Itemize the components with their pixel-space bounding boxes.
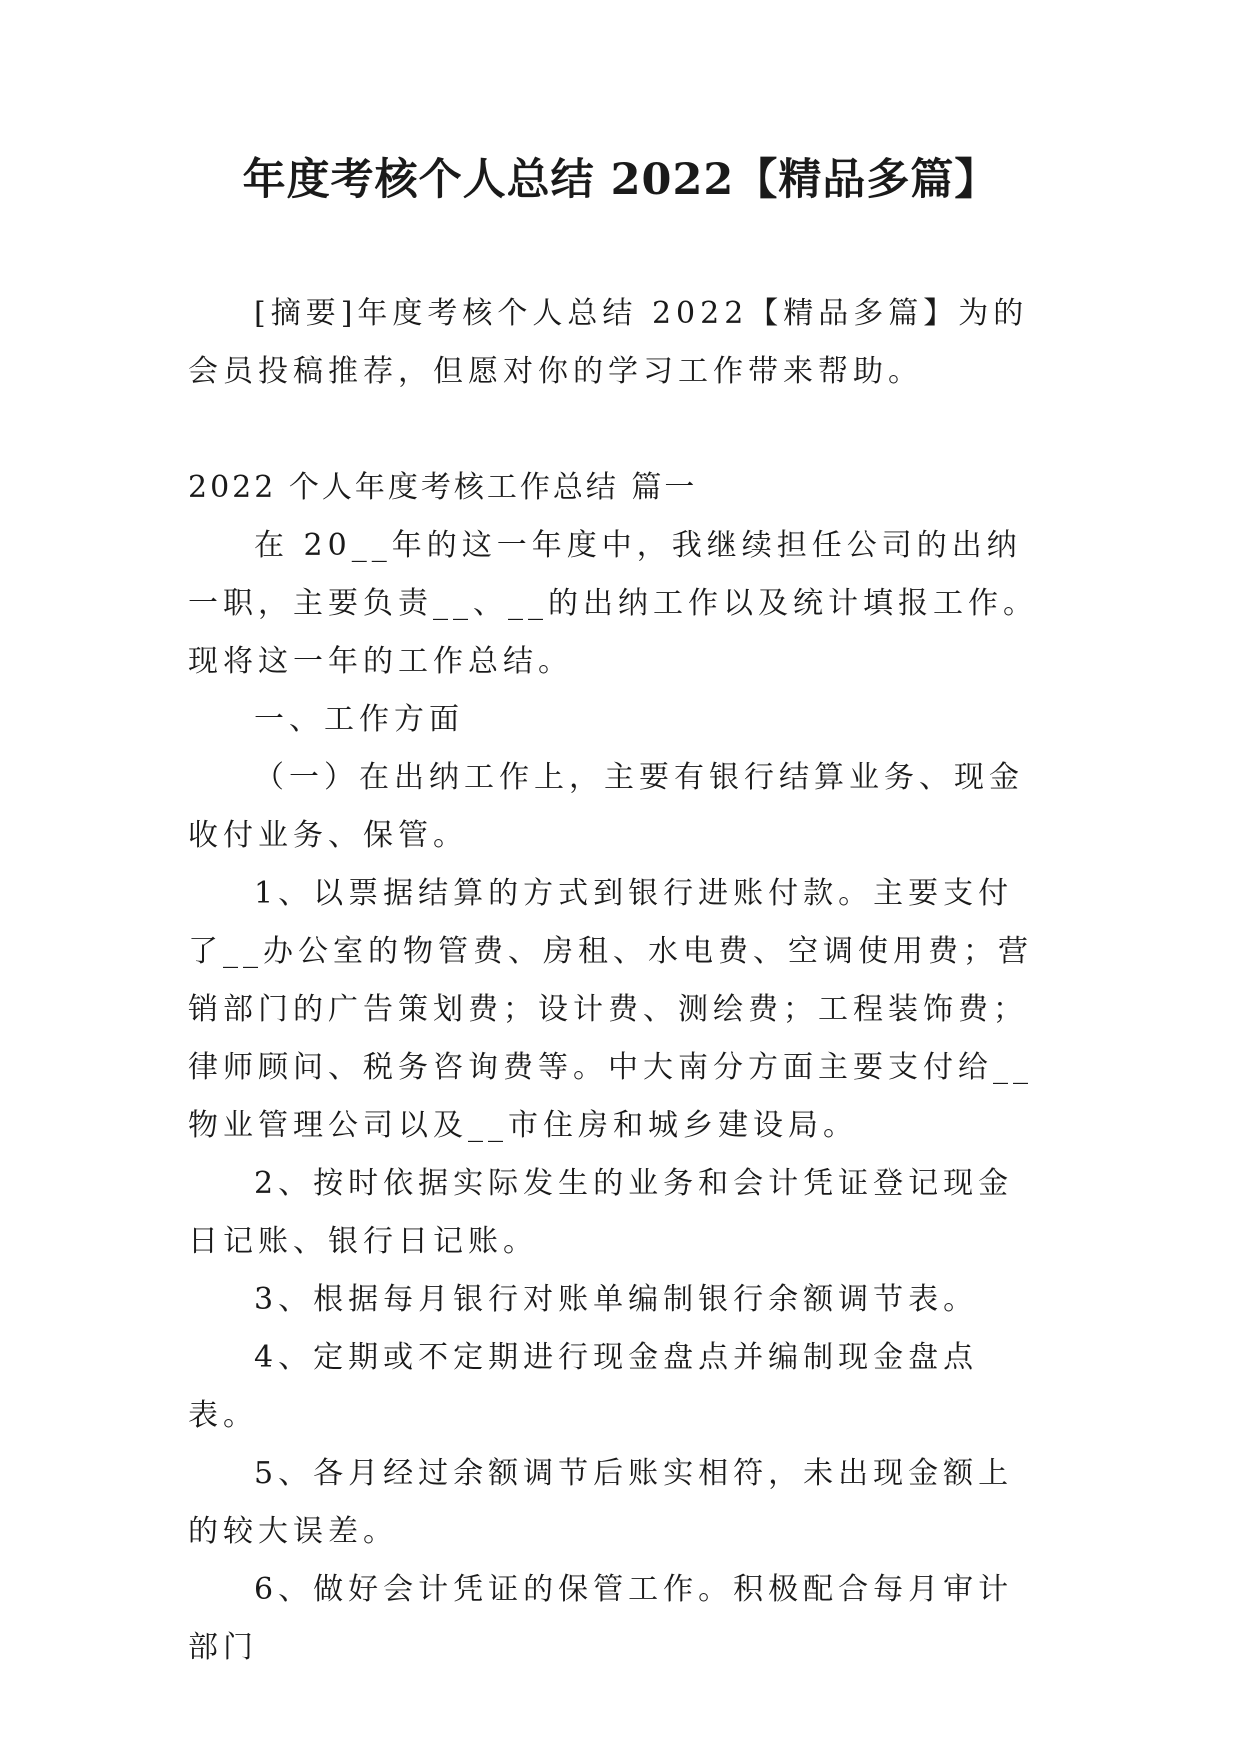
abstract-paragraph: [摘要]年度考核个人总结 2022【精品多篇】为的会员投稿推荐，但愿对你的学习工作带来帮助。 bbox=[188, 296, 1029, 389]
body-paragraph: （一）在出纳工作上，主要有银行结算业务、现金收付业务、保管。 bbox=[188, 760, 1024, 853]
body-paragraph: 在 20__年的这一年度中，我继续担任公司的出纳一职，主要负责__、__的出纳工作以及统计填报工作。现将这一年的工作总结。 bbox=[188, 528, 1038, 679]
body-paragraph: 2、按时依据实际发生的业务和会计凭证登记现金日记账、银行日记账。 bbox=[188, 1166, 1014, 1259]
document-title: 年度考核个人总结 2022【精品多篇】 bbox=[242, 155, 999, 205]
body-paragraph: 一、工作方面 bbox=[254, 702, 464, 737]
body-paragraph: 3、根据每月银行对账单编制银行余额调节表。 bbox=[254, 1282, 979, 1317]
body-paragraph: 1、以票据结算的方式到银行进账付款。主要支付了__办公室的物管费、房租、水电费、空调使用费；营销部门的广告策划费；设计费、测绘费；工程装饰费；律师顾问、税务咨询费等。中大南分方面主要支付给__物业管理公司以及__市住房和城乡建设局。 bbox=[188, 876, 1033, 1143]
document-body bbox=[188, 285, 1048, 1677]
body-paragraph: 5、各月经过余额调节后账实相符，未出现金额上的较大误差。 bbox=[188, 1456, 1014, 1549]
body-paragraph: 4、定期或不定期进行现金盘点并编制现金盘点表。 bbox=[188, 1340, 979, 1433]
section-heading: 2022 个人年度考核工作总结 篇一 bbox=[188, 470, 698, 505]
body-paragraph: 6、做好会计凭证的保管工作。积极配合每月审计部门 bbox=[188, 1572, 1014, 1665]
